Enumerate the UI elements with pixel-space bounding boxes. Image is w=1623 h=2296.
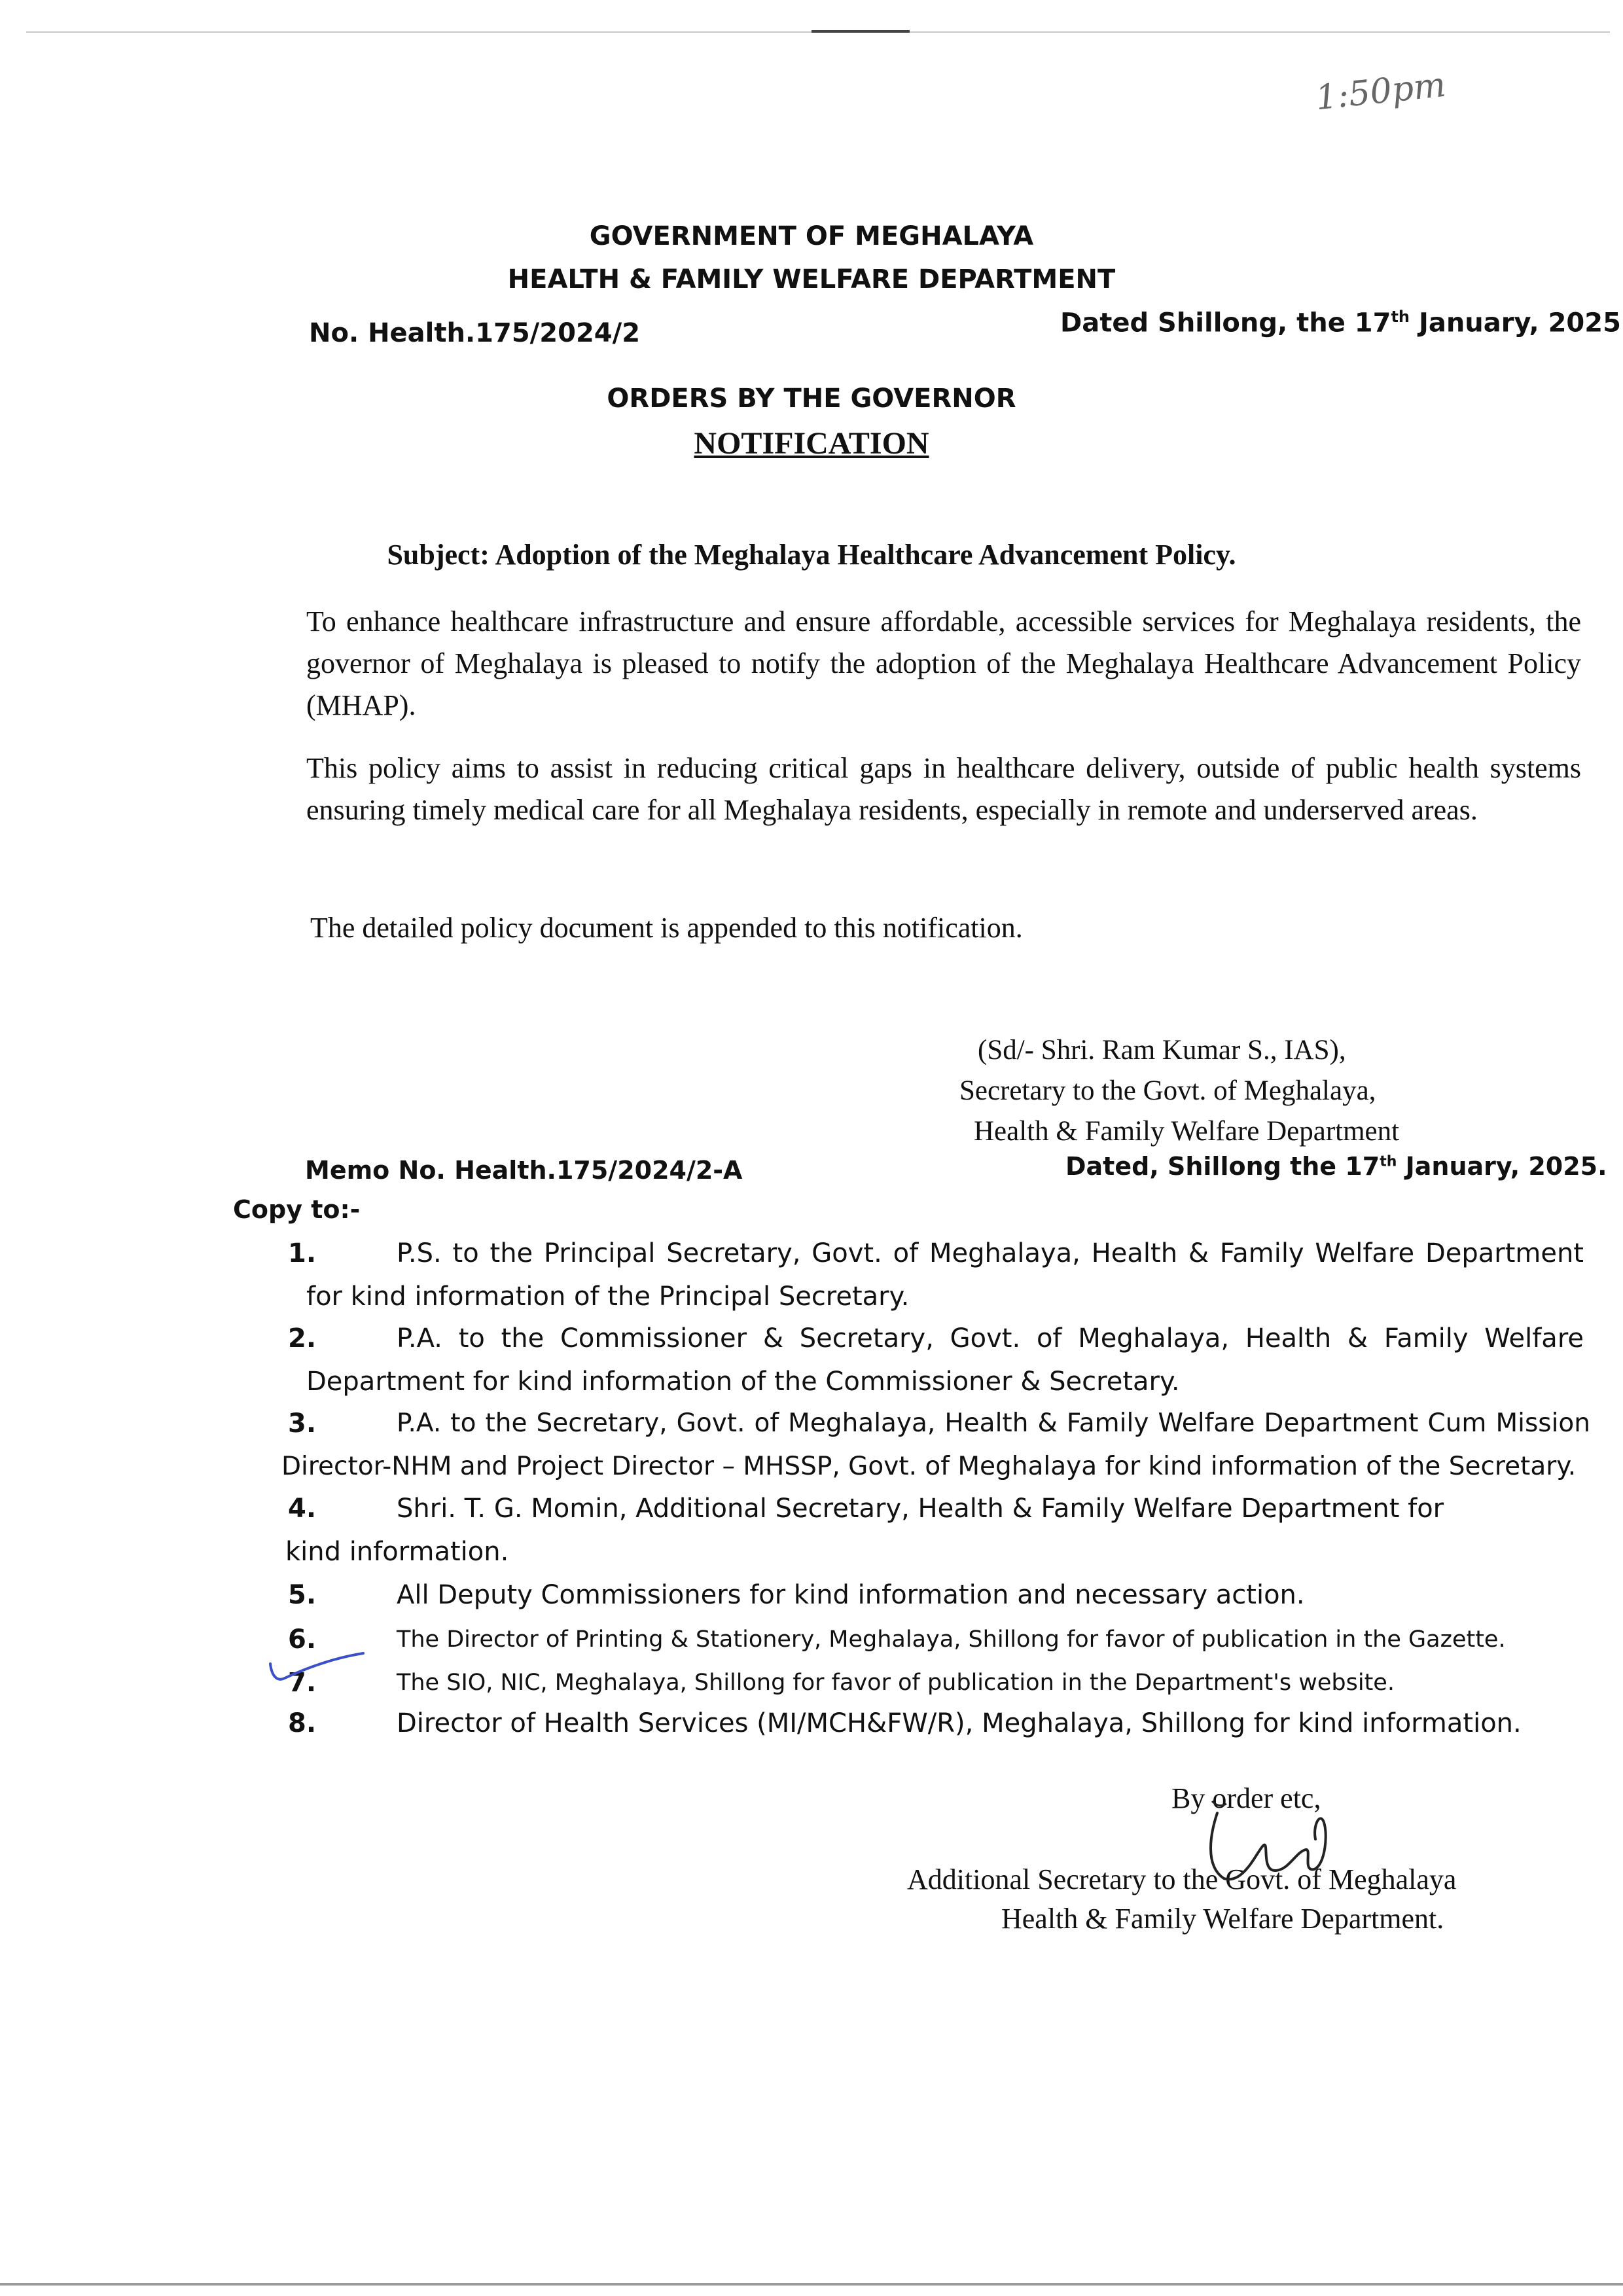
copy-item-number: 8. xyxy=(288,1708,317,1738)
copy-item-text: Director of Health Services (MI/MCH&FW/R), Meghalaya, Shillong for kind information. xyxy=(397,1708,1522,1738)
copy-item-text: The SIO, NIC, Meghalaya, Shillong for favor of publication in the Department's website. xyxy=(397,1670,1395,1696)
memo-date-ordinal: th xyxy=(1380,1153,1397,1170)
issue-date xyxy=(1060,308,1621,338)
copy-to-label: Copy to:- xyxy=(233,1195,361,1224)
by-order-line: By order etc, xyxy=(1171,1782,1321,1814)
handwritten-time-note: 1:50pm xyxy=(1313,65,1448,118)
copy-item-text: The Director of Printing & Stationery, Meghalaya, Shillong for favor of publication in the Gazette. xyxy=(397,1626,1506,1653)
memo-date-prefix: Dated, Shillong the 17 xyxy=(1065,1152,1380,1181)
reference-number: No. Health.175/2024/2 xyxy=(309,318,641,348)
copy-item-number: 5. xyxy=(288,1580,317,1610)
handwritten-signature xyxy=(1198,1787,1355,1898)
memo-date xyxy=(1065,1152,1607,1181)
copy-item-number: 7. xyxy=(288,1668,317,1698)
signatory-designation: Secretary to the Govt. of Meghalaya, xyxy=(959,1075,1376,1106)
copy-list-item xyxy=(288,1573,1584,1617)
copy-list-item xyxy=(288,1618,1584,1661)
signatory-department: Health & Family Welfare Department xyxy=(974,1116,1400,1147)
copy-list-item xyxy=(288,1661,1584,1704)
issue-date-ordinal: th xyxy=(1391,308,1410,326)
copy-list-item xyxy=(285,1487,1476,1573)
issue-date-prefix: Dated Shillong, the 17 xyxy=(1060,308,1391,338)
copy-item-text: Shri. T. G. Momin, Additional Secretary, Health & Family Welfare Department for kind information. xyxy=(285,1494,1444,1567)
top-scan-mark xyxy=(812,30,910,33)
copy-list-item xyxy=(288,1317,1584,1403)
copy-item-number: 1. xyxy=(288,1238,317,1268)
orders-heading: ORDERS BY THE GOVERNOR xyxy=(607,384,1016,414)
memo-date-suffix: January, 2025. xyxy=(1397,1152,1607,1181)
notification-title: NOTIFICATION xyxy=(694,426,929,461)
closing-department: Health & Family Welfare Department. xyxy=(1001,1903,1444,1935)
issue-date-suffix: January, 2025 xyxy=(1410,308,1621,338)
copy-list-item xyxy=(288,1702,1584,1745)
copy-item-text: P.A. to the Secretary, Govt. of Meghalaya, Health & Family Welfare Department Cum Mission Director-NHM and Project Director – MHSSP, Govt. of Meghalaya for kind information of the Secretary. xyxy=(281,1408,1590,1481)
signatory-name: (Sd/- Shri. Ram Kumar S., IAS), xyxy=(978,1035,1346,1066)
copy-item-number: 4. xyxy=(288,1494,317,1524)
body-paragraph-2: This policy aims to assist in reducing critical gaps in healthcare delivery, outside of public health systems ensuring timely medical care for all Meghalaya residents, especially in remote and underserved areas. xyxy=(306,752,1581,826)
copy-item-number: 2. xyxy=(288,1323,317,1354)
copy-item-text: All Deputy Commissioners for kind information and necessary action. xyxy=(397,1580,1305,1610)
handwritten-tick-mark xyxy=(265,1649,370,1702)
closing-designation: Additional Secretary to the Govt. of Meghalaya xyxy=(907,1863,1457,1895)
government-heading: GOVERNMENT OF MEGHALAYA xyxy=(589,221,1034,251)
copy-list-item xyxy=(281,1402,1590,1488)
copy-item-text: P.S. to the Principal Secretary, Govt. of Meghalaya, Health & Family Welfare Department for kind information of the Principal Secretary. xyxy=(306,1238,1584,1312)
subject-line: Subject: Adoption of the Meghalaya Healthcare Advancement Policy. xyxy=(387,539,1236,571)
memo-number: Memo No. Health.175/2024/2-A xyxy=(305,1156,743,1185)
copy-item-number: 3. xyxy=(288,1408,317,1439)
copy-item-number: 6. xyxy=(288,1624,317,1655)
bottom-scan-edge xyxy=(0,2283,1623,2286)
body-paragraph-3: The detailed policy document is appended to this notification. xyxy=(310,912,1023,944)
copy-item-text: P.A. to the Commissioner & Secretary, Govt. of Meghalaya, Health & Family Welfare Department for kind information of the Commissioner & Secretary. xyxy=(306,1323,1584,1397)
copy-list-item xyxy=(288,1232,1584,1318)
department-heading: HEALTH & FAMILY WELFARE DEPARTMENT xyxy=(507,264,1116,295)
body-paragraph-1: To enhance healthcare infrastructure and ensure affordable, accessible services for Meghalaya residents, the governor of Meghalaya is pleased to notify the adoption of the Meghalaya Healthcare Advancement Policy (MHAP). xyxy=(306,605,1581,721)
